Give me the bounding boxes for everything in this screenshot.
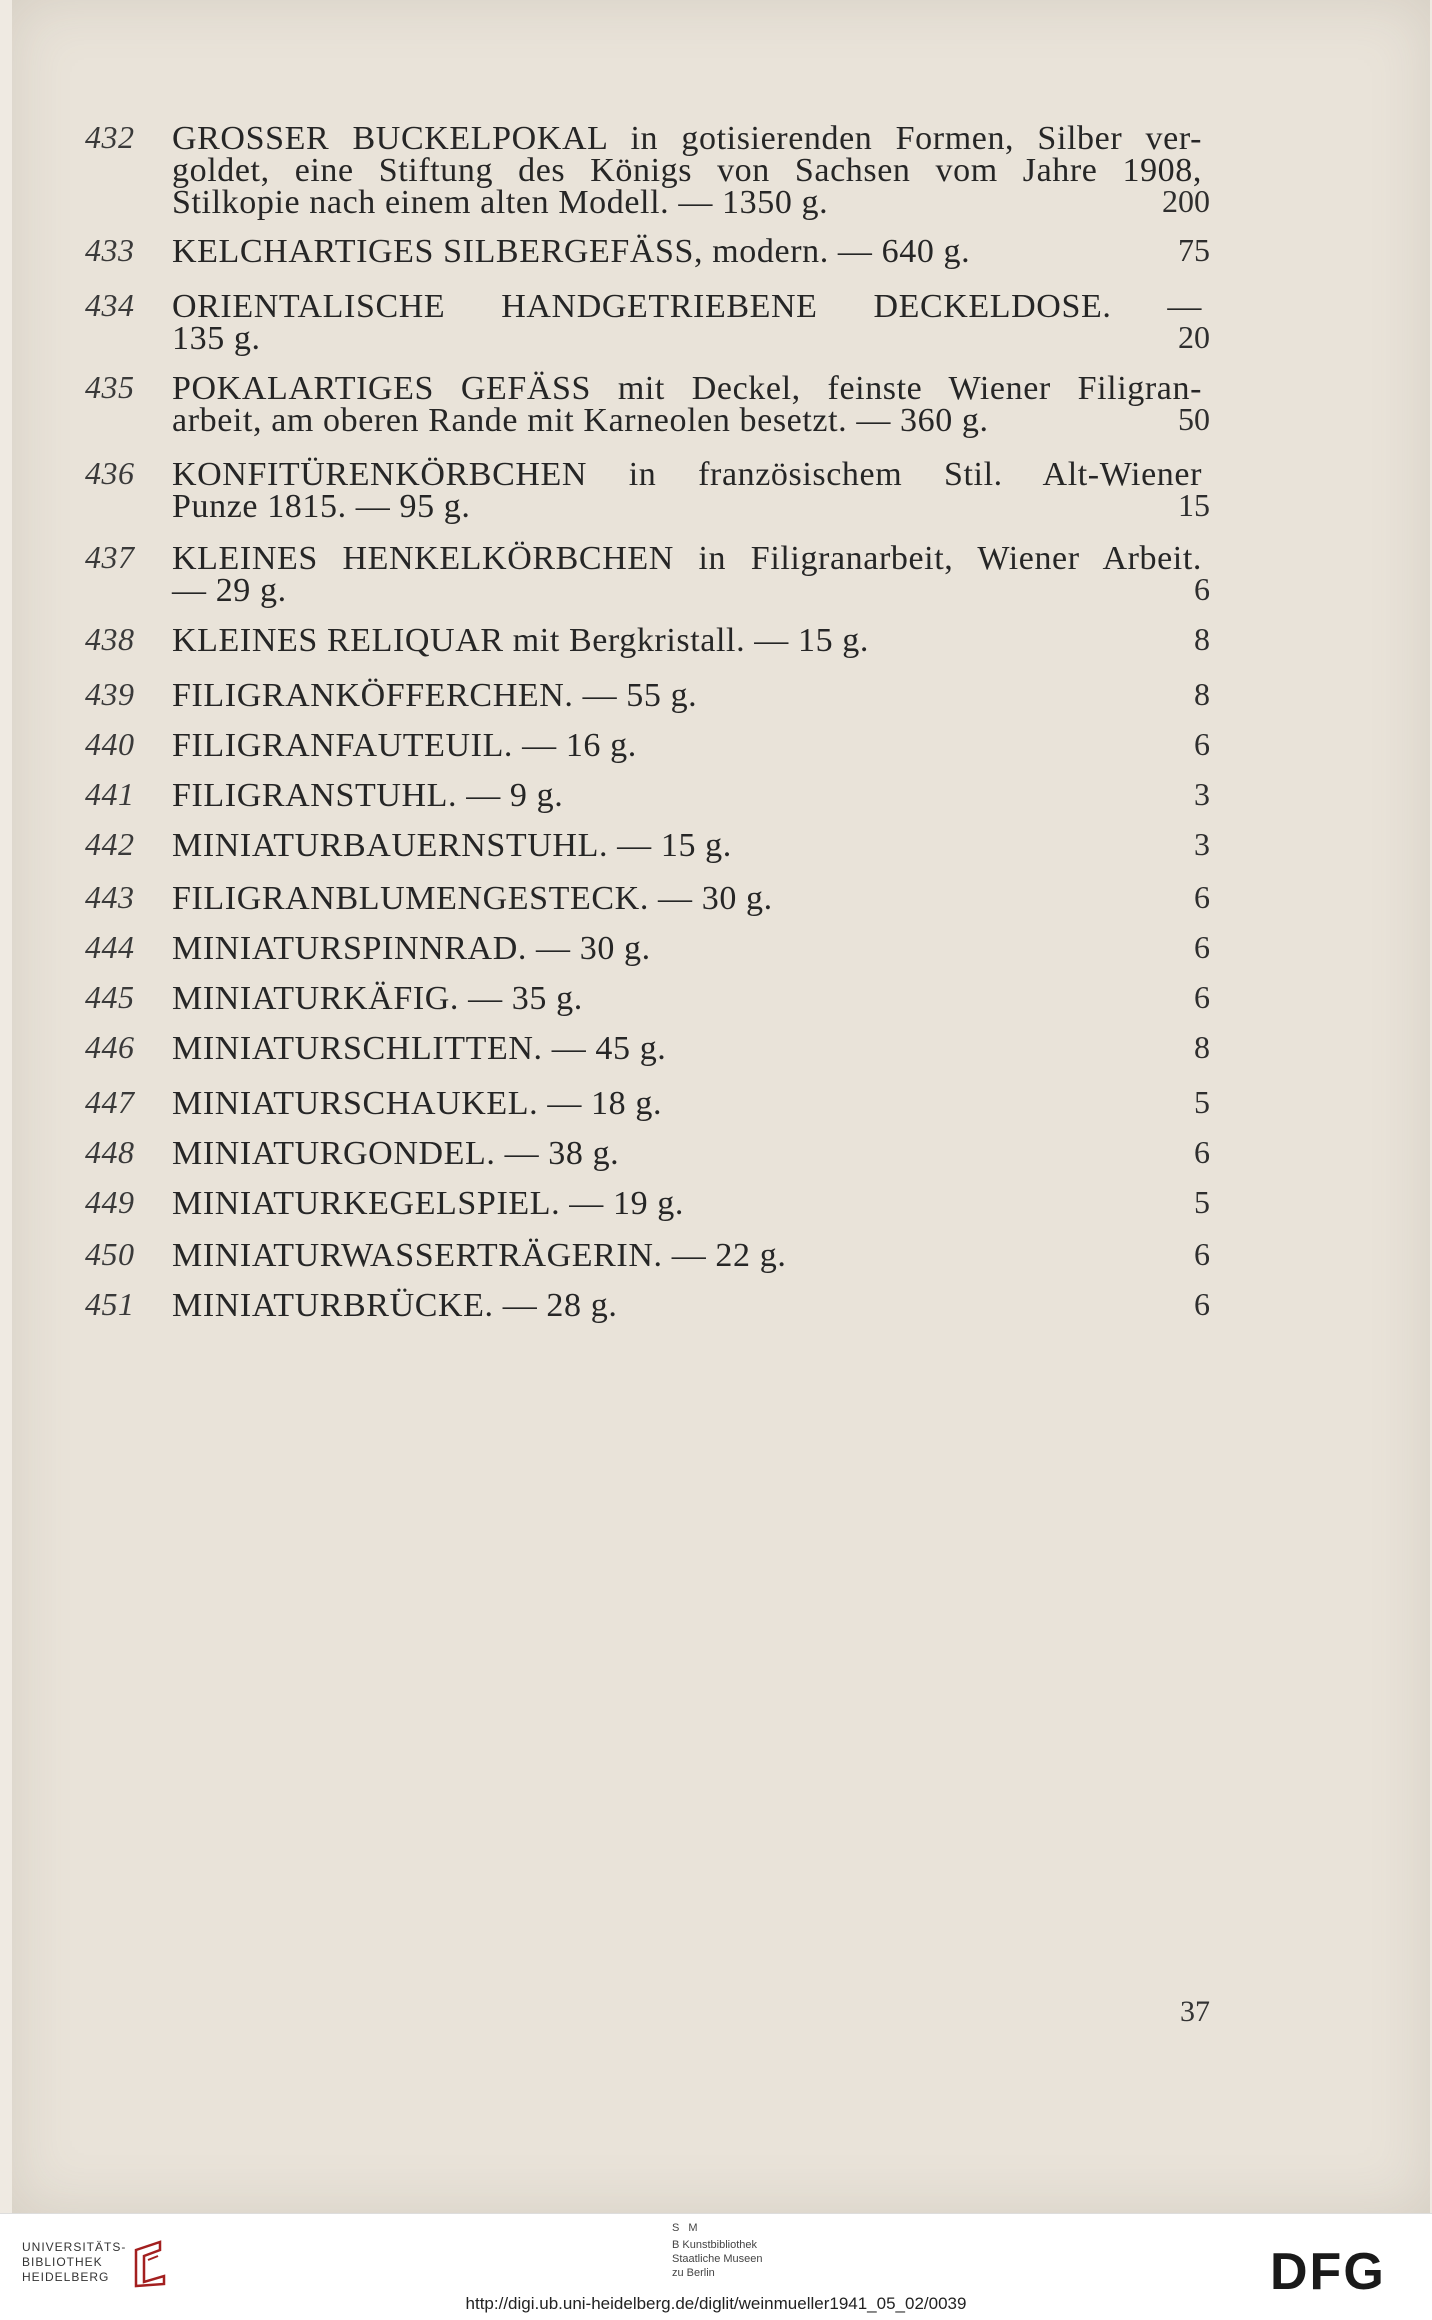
museum-stamp bbox=[672, 2238, 763, 2280]
lot-number: 436 bbox=[85, 455, 135, 491]
lot-description-line: ORIENTALISCHE HANDGETRIEBENE DECKELDOSE. — bbox=[172, 288, 1202, 325]
lot-price: 8 bbox=[1194, 676, 1210, 712]
lot-description-line: MINIATURWASSERTRÄGERIN. — 22 g. bbox=[172, 1237, 787, 1274]
lot-price: 8 bbox=[1194, 1029, 1210, 1065]
university-line: UNIVERSITÄTS- bbox=[22, 2240, 127, 2254]
lot-price: 6 bbox=[1194, 1236, 1210, 1272]
source-url-link[interactable]: http://digi.ub.uni-heidelberg.de/diglit/weinmueller1941_05_02/0039 bbox=[465, 2294, 967, 2313]
lot-number: 435 bbox=[85, 369, 135, 405]
footer-bar bbox=[0, 2213, 1432, 2320]
lot-description-line: FILIGRANBLUMENGESTECK. — 30 g. bbox=[172, 880, 773, 917]
lot-number: 432 bbox=[85, 119, 135, 155]
lot-price: 50 bbox=[1178, 401, 1210, 437]
lot-number: 444 bbox=[85, 929, 135, 965]
lot-number: 433 bbox=[85, 232, 135, 268]
lot-description-line: POKALARTIGES GEFÄSS mit Deckel, feinste Wiener Filigran- bbox=[172, 370, 1202, 407]
lot-description-line: MINIATURGONDEL. — 38 g. bbox=[172, 1135, 620, 1172]
lot-number: 441 bbox=[85, 776, 135, 812]
lot-description-line: — 29 g. bbox=[172, 572, 287, 609]
university-library-label bbox=[22, 2240, 126, 2285]
lot-price: 6 bbox=[1194, 726, 1210, 762]
university-line: HEIDELBERG bbox=[22, 2270, 110, 2284]
lot-price: 6 bbox=[1194, 1134, 1210, 1170]
lot-price: 3 bbox=[1194, 826, 1210, 862]
lot-description-line: MINIATURBRÜCKE. — 28 g. bbox=[172, 1287, 618, 1324]
lot-price: 75 bbox=[1178, 232, 1210, 268]
lot-description-line: MINIATURKEGELSPIEL. — 19 g. bbox=[172, 1185, 685, 1222]
lot-number: 450 bbox=[85, 1236, 135, 1272]
lot-number: 434 bbox=[85, 287, 135, 323]
lot-number: 449 bbox=[85, 1184, 135, 1220]
lot-price: 20 bbox=[1178, 319, 1210, 355]
lot-description-line: 135 g. bbox=[172, 320, 261, 357]
university-logo-icon bbox=[130, 2236, 172, 2292]
lot-description-line: KONFITÜRENKÖRBCHEN in französischem Stil. Alt-Wiener bbox=[172, 456, 1202, 493]
lot-description-line: MINIATURSPINNRAD. — 30 g. bbox=[172, 930, 651, 967]
lot-price: 6 bbox=[1194, 879, 1210, 915]
lot-price: 6 bbox=[1194, 979, 1210, 1015]
stamp-line: Staatliche Museen bbox=[672, 2253, 763, 2265]
lot-number: 451 bbox=[85, 1286, 135, 1322]
lot-description-line: KLEINES HENKELKÖRBCHEN in Filigranarbeit, Wiener Arbeit. bbox=[172, 540, 1202, 577]
university-line: BIBLIOTHEK bbox=[22, 2255, 103, 2269]
lot-description-line: Stilkopie nach einem alten Modell. — 1350 g. bbox=[172, 184, 829, 221]
lot-description-line: KELCHARTIGES SILBERGEFÄSS, modern. — 640 g. bbox=[172, 233, 971, 270]
stamp-line: B Kunstbibliothek bbox=[672, 2239, 757, 2251]
lot-price: 3 bbox=[1194, 776, 1210, 812]
lot-price: 6 bbox=[1194, 571, 1210, 607]
lot-number: 448 bbox=[85, 1134, 135, 1170]
lot-description-line: FILIGRANKÖFFERCHEN. — 55 g. bbox=[172, 677, 698, 714]
lot-description-line: FILIGRANFAUTEUIL. — 16 g. bbox=[172, 727, 637, 764]
page-number: 37 bbox=[1180, 1995, 1210, 2028]
lot-price: 5 bbox=[1194, 1184, 1210, 1220]
lot-price: 6 bbox=[1194, 1286, 1210, 1322]
lot-price: 200 bbox=[1162, 183, 1210, 219]
dfg-logo: DFG bbox=[1270, 2243, 1386, 2301]
lot-description-line: MINIATURKÄFIG. — 35 g. bbox=[172, 980, 583, 1017]
lot-number: 447 bbox=[85, 1084, 135, 1120]
lot-description-line: MINIATURSCHAUKEL. — 18 g. bbox=[172, 1085, 663, 1122]
lot-description-line: Punze 1815. — 95 g. bbox=[172, 488, 471, 525]
lot-description-line: goldet, eine Stiftung des Königs von Sachsen vom Jahre 1908, bbox=[172, 152, 1202, 189]
lot-number: 446 bbox=[85, 1029, 135, 1065]
lot-price: 15 bbox=[1178, 487, 1210, 523]
stamp-mark: S M bbox=[672, 2222, 701, 2234]
lot-number: 437 bbox=[85, 539, 135, 575]
lot-number: 445 bbox=[85, 979, 135, 1015]
lot-description-line: MINIATURBAUERNSTUHL. — 15 g. bbox=[172, 827, 732, 864]
lot-number: 443 bbox=[85, 879, 135, 915]
lot-description-line: GROSSER BUCKELPOKAL in gotisierenden Formen, Silber ver- bbox=[172, 120, 1202, 157]
lot-number: 439 bbox=[85, 676, 135, 712]
lot-price: 5 bbox=[1194, 1084, 1210, 1120]
lot-description-line: MINIATURSCHLITTEN. — 45 g. bbox=[172, 1030, 667, 1067]
lot-description-line: arbeit, am oberen Rande mit Karneolen besetzt. — 360 g. bbox=[172, 402, 989, 439]
lot-price: 6 bbox=[1194, 929, 1210, 965]
lot-number: 440 bbox=[85, 726, 135, 762]
lot-number: 442 bbox=[85, 826, 135, 862]
lot-price: 8 bbox=[1194, 621, 1210, 657]
stamp-line: zu Berlin bbox=[672, 2267, 715, 2279]
lot-description-line: KLEINES RELIQUAR mit Bergkristall. — 15 g. bbox=[172, 622, 869, 659]
lot-number: 438 bbox=[85, 621, 135, 657]
lot-description-line: FILIGRANSTUHL. — 9 g. bbox=[172, 777, 564, 814]
